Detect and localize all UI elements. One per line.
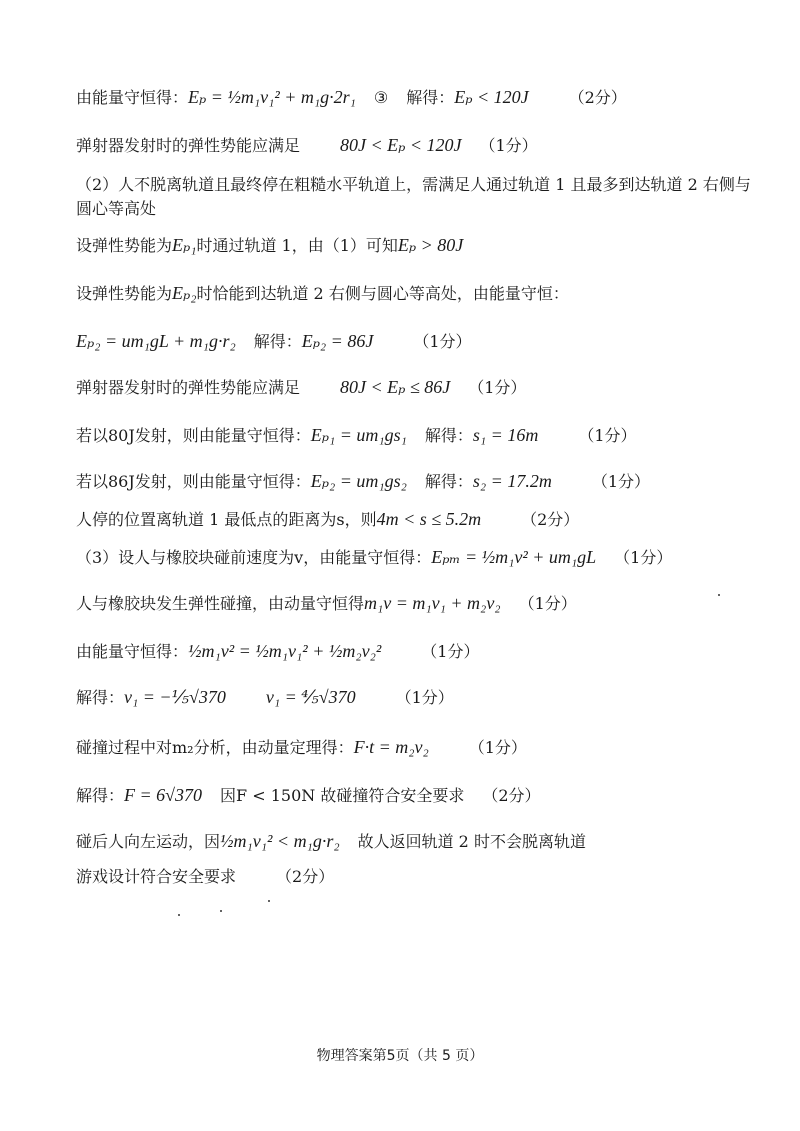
label: 时恰能到达轨道 2 右侧与圆心等高处，由能量守恒： xyxy=(196,284,569,303)
score: （1分） xyxy=(395,688,454,707)
scan-speck xyxy=(178,914,180,916)
line-86j xyxy=(76,470,650,493)
label: 人与橡胶块发生弹性碰撞，由动量守恒得 xyxy=(76,594,365,613)
score: （1分） xyxy=(413,332,472,351)
line-collision-energy xyxy=(76,640,479,663)
equation: Eₚₘ = ½m₁v² + um₁gL xyxy=(431,547,597,567)
line-conclusion xyxy=(76,866,334,888)
equation: Eₚ > 80J xyxy=(397,235,464,255)
equation: v₁ = ⅘√370 xyxy=(265,687,356,707)
equation: Eₚ₂ = um₁gs₂ xyxy=(310,471,407,491)
line-energy-conservation-1 xyxy=(76,86,627,109)
score: （1分） xyxy=(518,594,577,613)
paragraph-text: （2）人不脱离轨道且最终停在粗糙水平轨道上，需满足人通过轨道 1 且最多到达轨道 2 右侧与 xyxy=(76,175,751,194)
score: （1分） xyxy=(468,378,527,397)
paragraph-text: 圆心等高处 xyxy=(76,199,157,218)
line-part2-intro-cont xyxy=(76,198,156,220)
label: 碰后人向左运动，因 xyxy=(76,832,221,851)
equation: 80J < Eₚ < 120J xyxy=(340,135,462,155)
line-ep1 xyxy=(76,234,463,257)
equation: 80J < Eₚ ≤ 86J xyxy=(340,377,451,397)
label: 因F < 150N 故碰撞符合安全要求 xyxy=(220,786,465,805)
label: 弹射器发射时的弹性势能应满足 xyxy=(76,136,301,155)
label: 弹射器发射时的弹性势能应满足 xyxy=(76,378,301,397)
score: （1分） xyxy=(578,426,637,445)
equation: ½m₁v² = ½m₁v₁² + ½m₂v₂² xyxy=(188,641,382,661)
line-momentum xyxy=(76,592,577,615)
equation: Eₚ₁ xyxy=(172,235,197,255)
equation: Eₚ₂ xyxy=(172,283,197,303)
score: （1分） xyxy=(614,548,673,567)
label: 解得： xyxy=(424,472,473,491)
equation: Eₚ₂ = 86J xyxy=(301,331,374,351)
line-ep2 xyxy=(76,282,569,305)
label: 由能量守恒得： xyxy=(76,642,189,661)
label: 由能量守恒得： xyxy=(76,88,189,107)
page-footer: 物理答案第5页（共 5 页） xyxy=(316,1048,484,1064)
line-velocity-solution xyxy=(76,686,454,709)
line-elastic-range-1 xyxy=(76,134,538,157)
equation-tag: ③ xyxy=(373,88,389,107)
equation: Eₚ < 120J xyxy=(454,87,529,107)
scan-speck xyxy=(718,594,720,596)
label: 设弹性势能为 xyxy=(76,236,173,255)
label: 若以80J发射，则由能量守恒得： xyxy=(76,426,311,445)
label: 解得： xyxy=(76,688,125,707)
label: 人停的位置离轨道 1 最低点的距离为s，则 xyxy=(76,510,377,529)
label: 若以86J发射，则由能量守恒得： xyxy=(76,472,311,491)
label: 游戏设计符合安全要求 xyxy=(76,867,237,886)
line-force-solution xyxy=(76,784,541,807)
equation: F·t = m₂v₂ xyxy=(353,737,429,757)
label: 设弹性势能为 xyxy=(76,284,173,303)
line-elastic-range-2 xyxy=(76,376,526,399)
score: （2分） xyxy=(568,88,627,107)
score: （2分） xyxy=(521,510,580,529)
equation: v₁ = −⅕√370 xyxy=(124,687,226,707)
line-part2-intro xyxy=(76,174,751,196)
scan-speck xyxy=(220,910,222,912)
score: （2分） xyxy=(482,786,541,805)
label: 碰撞过程中对m₂分析，由动量定理得： xyxy=(76,738,354,757)
line-80j xyxy=(76,424,637,447)
equation: ½m₁v₁² < m₁g·r₂ xyxy=(220,831,340,851)
score: （1分） xyxy=(468,738,527,757)
label: 解得： xyxy=(253,332,302,351)
label: 时通过轨道 1，由（1）可知 xyxy=(196,236,398,255)
line-ep2-equation xyxy=(76,330,472,353)
score: （2分） xyxy=(276,867,335,886)
equation: Eₚ₂ = um₁gL + m₁g·r₂ xyxy=(76,331,236,351)
line-part3-energy xyxy=(76,546,672,569)
equation: s₁ = 16m xyxy=(472,425,539,445)
label: 解得： xyxy=(424,426,473,445)
label: 解得： xyxy=(76,786,125,805)
equation: m₁v = m₁v₁ + m₂v₂ xyxy=(364,593,501,613)
score: （1分） xyxy=(421,642,480,661)
score: （1分） xyxy=(479,136,538,155)
equation: s₂ = 17.2m xyxy=(472,471,552,491)
equation: Eₚ = ½m₁v₁² + m₁g·2r₁ xyxy=(188,87,356,107)
equation: F = 6√370 xyxy=(124,785,203,805)
label: （3）设人与橡胶块碰前速度为v，由能量守恒得： xyxy=(76,548,432,567)
equation: 4m < s ≤ 5.2m xyxy=(376,509,482,529)
label: 解得： xyxy=(406,88,455,107)
label: 故人返回轨道 2 时不会脱离轨道 xyxy=(357,832,586,851)
score: （1分） xyxy=(591,472,651,491)
line-stop-distance xyxy=(76,508,579,531)
equation: Eₚ₁ = um₁gs₁ xyxy=(310,425,407,445)
line-impulse xyxy=(76,736,527,759)
line-return xyxy=(76,830,586,853)
scan-speck xyxy=(268,900,270,902)
